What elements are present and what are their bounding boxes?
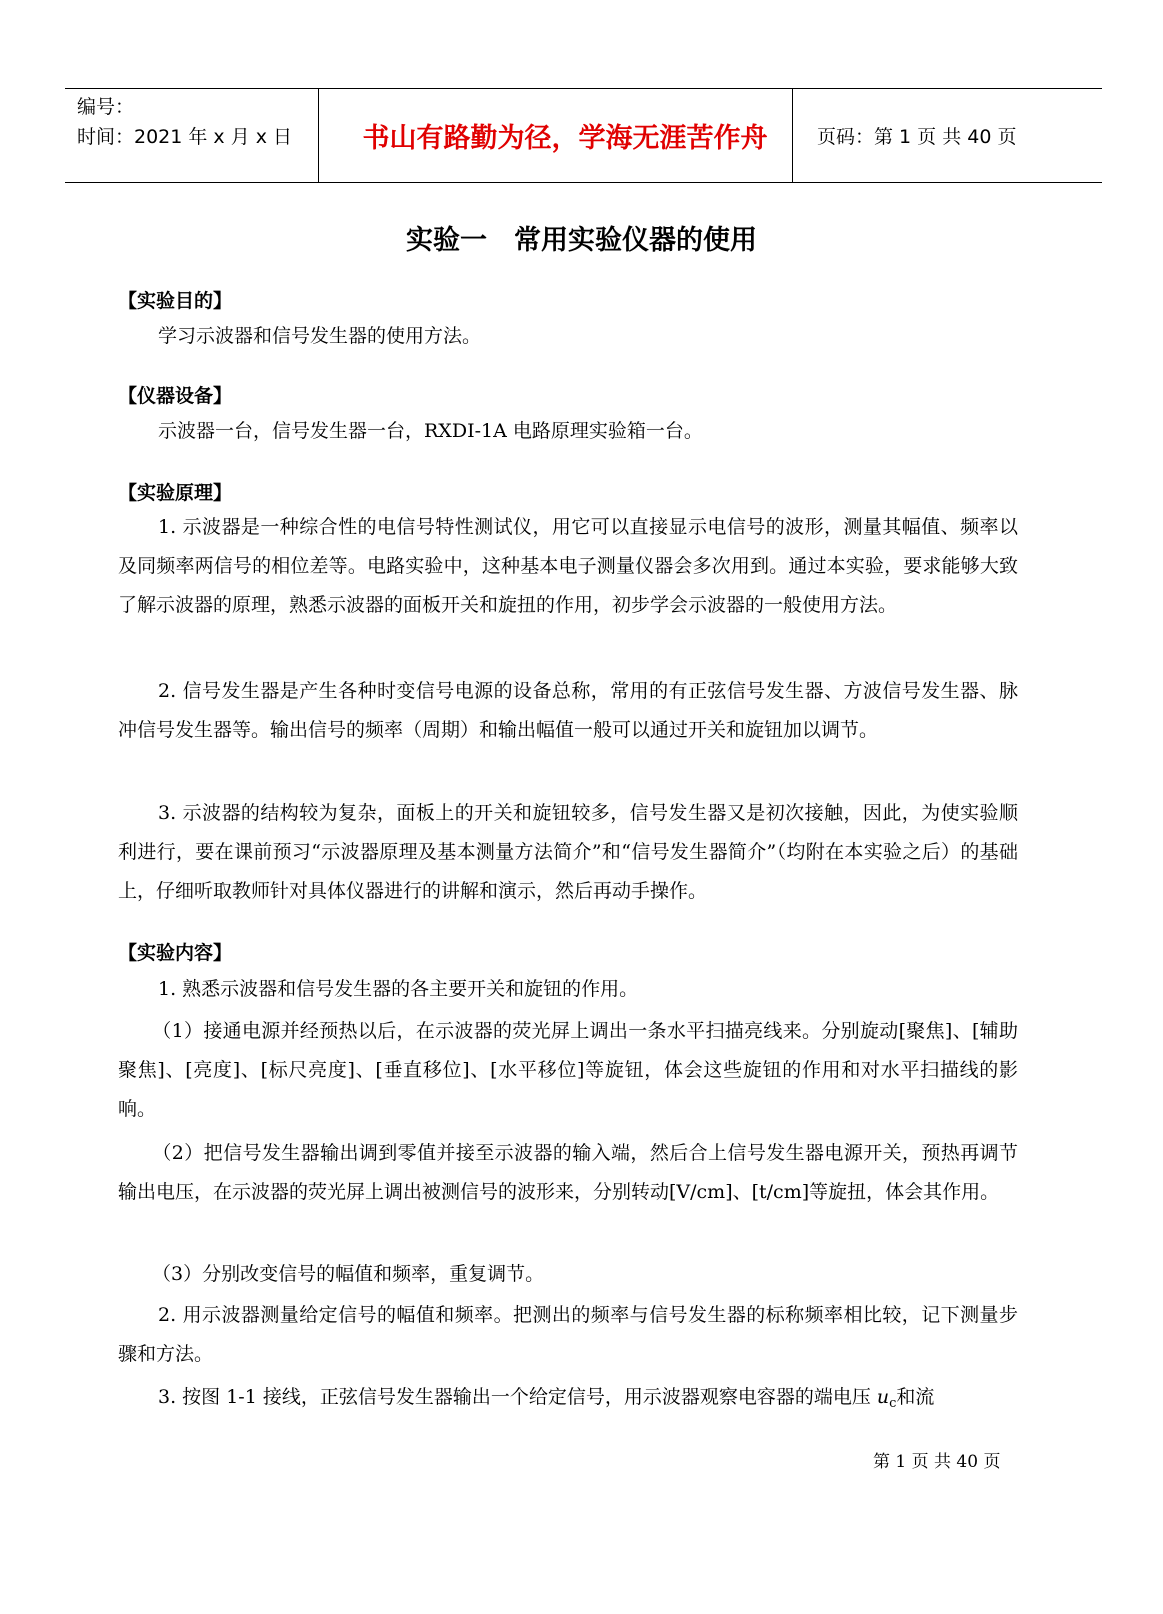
section-heading-purpose: 【实验目的】 xyxy=(118,290,233,312)
paragraph-text: （3）分别改变信号的幅值和频率，重复调节。 xyxy=(152,1263,545,1285)
section-heading-principle: 【实验原理】 xyxy=(118,482,233,504)
paragraph-text: 1. 示波器是一种综合性的电信号特性测试仪，用它可以直接显示电信号的波形，测量其幅值、频率以及同频率两信号的相位差等。电路实验中，这种基本电子测量仪器会多次用到。通过本实验，要求能够大致了解示波器的原理，熟悉示波器的面板开关和旋扭的作用，初步学会示波器的一般使用方法。 xyxy=(118,516,1018,616)
paragraph-content-1-3 xyxy=(118,1255,1018,1294)
variable-u: u xyxy=(876,1386,890,1408)
section-heading-content: 【实验内容】 xyxy=(118,942,233,964)
paragraph-content-1-2 xyxy=(118,1134,1018,1212)
paragraph-text: 2. 用示波器测量给定信号的幅值和频率。把测出的频率与信号发生器的标称频率相比较，记下测量步骤和方法。 xyxy=(118,1304,1018,1365)
paragraph-principle-1 xyxy=(118,508,1018,625)
header-page-info: 页码：第 1 页 共 40 页 xyxy=(817,126,1017,148)
paragraph-text: 示波器一台，信号发生器一台，RXDI-1A 电路原理实验箱一台。 xyxy=(158,420,703,442)
page-title: 实验一 常用实验仪器的使用 xyxy=(406,225,757,256)
paragraph-text: 和流 xyxy=(896,1386,935,1408)
paragraph-content-1-1 xyxy=(118,1012,1018,1129)
section-heading-equipment: 【仪器设备】 xyxy=(118,385,233,407)
paragraph-text: 学习示波器和信号发生器的使用方法。 xyxy=(158,325,482,347)
document-time: 时间：2021 年 x 月 x 日 xyxy=(77,126,293,148)
paragraph-text: 2. 信号发生器是产生各种时变信号电源的设备总称，常用的有正弦信号发生器、方波信号发生器、脉冲信号发生器等。输出信号的频率（周期）和输出幅值一般可以通过开关和旋钮加以调节。 xyxy=(118,680,1018,741)
page-header xyxy=(65,88,1102,184)
document-number-label: 编号： xyxy=(77,96,135,118)
paragraph-text: 3. 按图 1-1 接线，正弦信号发生器输出一个给定信号，用示波器观察电容器的端电压 xyxy=(158,1386,877,1408)
paragraph-equipment xyxy=(118,412,1018,451)
page-footer: 第 1 页 共 40 页 xyxy=(873,1452,1001,1472)
header-motto: 书山有路勤为径，学海无涯苦作舟 xyxy=(362,123,768,154)
paragraph-text: 1. 熟悉示波器和信号发生器的各主要开关和旋钮的作用。 xyxy=(158,978,639,1000)
variable-subscript: c xyxy=(889,1396,897,1411)
paragraph-text: （2）把信号发生器输出调到零值并接至示波器的输入端，然后合上信号发生器电源开关，预热再调节输出电压，在示波器的荧光屏上调出被测信号的波形来，分别转动[V/cm]、[t/cm]等旋扭，体会其作用。 xyxy=(118,1142,1018,1203)
paragraph-content-1 xyxy=(118,970,1018,1009)
paragraph-principle-3 xyxy=(118,794,1018,911)
paragraph-content-2 xyxy=(118,1296,1018,1374)
paragraph-text: 3. 示波器的结构较为复杂，面板上的开关和旋钮较多，信号发生器又是初次接触，因此，为使实验顺利进行，要在课前预习“示波器原理及基本测量方法简介”和“信号发生器简介”（均附在本实验之后）的基础上，仔细听取教师针对具体仪器进行的讲解和演示，然后再动手操作。 xyxy=(118,802,1018,902)
header-divider xyxy=(318,88,319,183)
paragraph-content-3 xyxy=(118,1378,1018,1423)
header-meta xyxy=(77,92,292,152)
paragraph-principle-2 xyxy=(118,672,1018,750)
paragraph-text: （1）接通电源并经预热以后，在示波器的荧光屏上调出一条水平扫描亮线来。分别旋动[聚焦]、[辅助聚焦]、[亮度]、[标尺亮度]、[垂直移位]、[水平移位]等旋钮，体会这些旋钮的作用和对水平扫描线的影响。 xyxy=(118,1020,1018,1120)
paragraph-purpose xyxy=(118,317,1018,356)
